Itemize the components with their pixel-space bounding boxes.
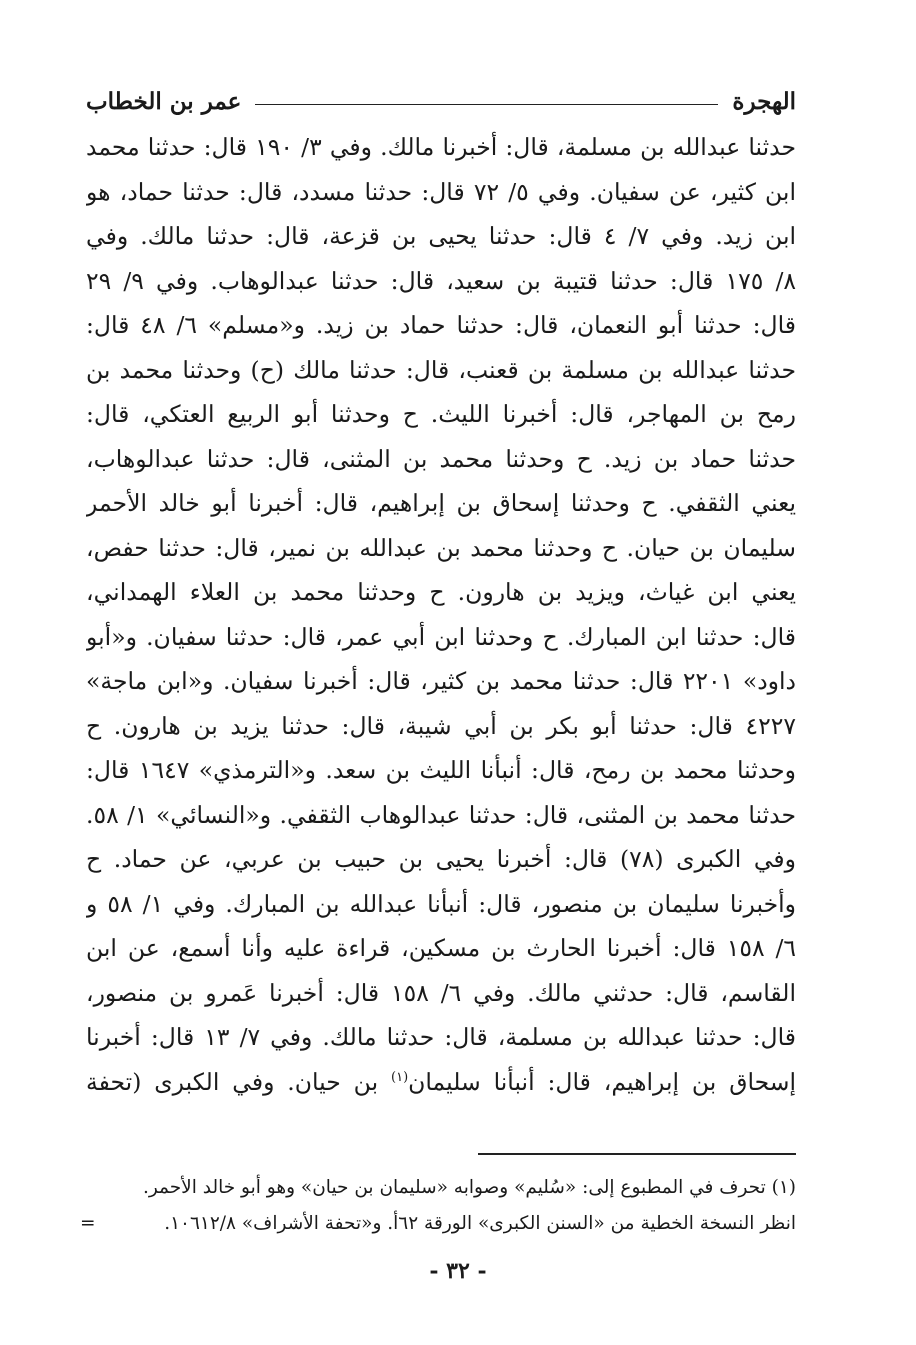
text-line-last — [86, 1060, 796, 1105]
text-line: قال: حدثنا ابن المبارك. ح وحدثنا ابن أبي عمر، قال: حدثنا سفيان. و«أبو — [86, 622, 796, 651]
text-line: حدثنا عبدالله بن مسلمة، قال: أخبرنا مالك. وفي ٣/ ١٩٠ قال: حدثنا محمد — [86, 133, 796, 161]
text-line: وفي الكبرى (٧٨) قال: أخبرنا يحيى بن حبيب بن عربي، عن حماد. ح — [86, 845, 796, 873]
text-line: داود» ٢٢٠١ قال: حدثنا محمد بن كثير، قال: أخبرنا سفيان. و«ابن ماجة» — [86, 667, 796, 695]
text-line: رمح بن المهاجر، قال: أخبرنا الليث. ح وحدثنا أبو الربيع العتكي، قال: — [86, 400, 796, 428]
last-line-start: إسحاق بن إبراهيم، قال: أنبأنا سليمان — [408, 1067, 796, 1096]
footnote-separator — [478, 1153, 796, 1155]
text-line: ابن كثير، عن سفيان. وفي ٥/ ٧٢ قال: حدثنا مسدد، قال: حدثنا حماد، هو — [86, 177, 796, 206]
header-rule — [255, 104, 718, 105]
running-header — [86, 88, 796, 128]
footnote-line: (١) تحرف في المطبوع إلى: «سُليم» وصوابه «سليمان بن حيان» وهو أبو خالد الأحمر. — [142, 1177, 796, 1198]
text-line: ابن زيد. وفي ٧/ ٤ قال: حدثنا يحيى بن قزعة، قال: حدثنا مالك. وفي — [86, 222, 796, 250]
text-line: ٤٢٢٧ قال: حدثنا أبو بكر بن أبي شيبة، قال: حدثنا يزيد بن هارون. ح — [86, 711, 796, 740]
header-author-title: عمر بن الخطاب — [86, 88, 242, 115]
continuation-mark: = — [80, 1213, 96, 1234]
text-line: حدثنا حماد بن زيد. ح وحدثنا محمد بن المثنى، قال: حدثنا عبدالوهاب، — [86, 444, 796, 473]
text-line: القاسم، قال: حدثني مالك. وفي ٦/ ١٥٨ قال: أخبرنا عَمرو بن منصور، — [86, 978, 796, 1007]
text-line: حدثنا عبدالله بن مسلمة بن قعنب، قال: حدثنا مالك (ح) وحدثنا محمد بن — [86, 355, 796, 384]
text-line: حدثنا محمد بن المثنى، قال: حدثنا عبدالوهاب الثقفي. و«النسائي» ١/ ٥٨. — [86, 800, 796, 829]
text-line: قال: حدثنا أبو النعمان، قال: حدثنا حماد بن زيد. و«مسلم» ٦/ ٤٨ قال: — [86, 311, 796, 339]
text-line: وأخبرنا سليمان بن منصور، قال: أنبأنا عبدالله بن المبارك. وفي ١/ ٥٨ و — [86, 889, 796, 918]
text-line: ٦/ ١٥٨ قال: أخبرنا الحارث بن مسكين، قراءة عليه وأنا أسمع، عن ابن — [86, 934, 796, 962]
page-number: - ٣٢ - — [429, 1258, 487, 1284]
text-line: سليمان بن حيان. ح وحدثنا محمد بن عبدالله بن نمير، قال: حدثنا حفص، — [86, 533, 796, 562]
footnote-text: انظر النسخة الخطية من «السنن الكبرى» الورقة ٦٢أ. و«تحفة الأشراف» ١٠٦١٢/٨. — [164, 1213, 796, 1234]
footnote-reference: (١) — [391, 1069, 409, 1085]
last-line-end: بن حيان. وفي الكبرى (تحفة — [86, 1067, 391, 1096]
footnotes — [80, 1170, 796, 1242]
text-line: قال: حدثنا عبدالله بن مسلمة، قال: حدثنا مالك. وفي ٧/ ١٣ قال: أخبرنا — [86, 1023, 796, 1051]
footnote-line — [80, 1206, 796, 1242]
header-section-title: الهجرة — [732, 88, 796, 115]
text-line: ٨/ ١٧٥ قال: حدثنا قتيبة بن سعيد، قال: حدثنا عبدالوهاب. وفي ٩/ ٢٩ — [86, 266, 796, 295]
main-text — [86, 125, 796, 1104]
text-line: يعني الثقفي. ح وحدثنا إسحاق بن إبراهيم، قال: أخبرنا أبو خالد الأحمر — [86, 489, 796, 517]
text-line: وحدثنا محمد بن رمح، قال: أنبأنا الليث بن سعد. و«الترمذي» ١٦٤٧ قال: — [86, 756, 796, 784]
text-line: يعني ابن غياث، ويزيد بن هارون. ح وحدثنا محمد بن العلاء الهمداني، — [86, 578, 796, 606]
